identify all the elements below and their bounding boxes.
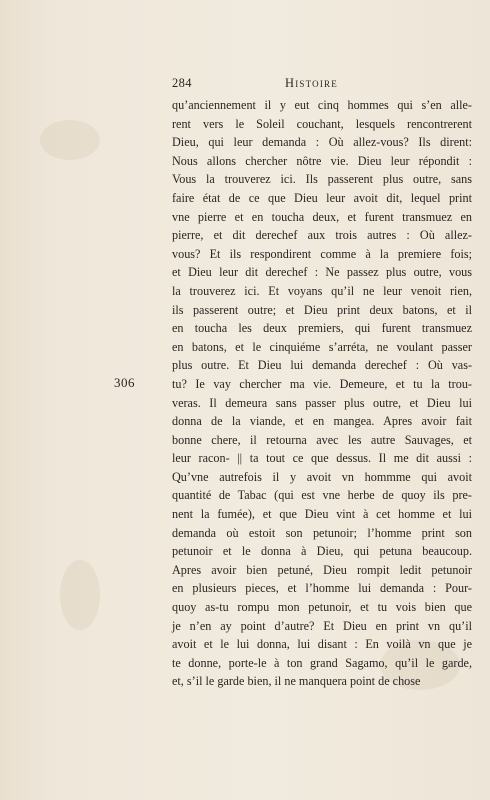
text-line: Nous allons chercher nôtre vie. Dieu leur répondit : (172, 153, 472, 168)
running-head: Histoire (285, 76, 338, 90)
text-line: demanda où estoit son petunoir; l’homme print son (172, 525, 472, 540)
text-line: je n’en ay point d’autre? Et Dieu en print vn qu’il (172, 618, 472, 633)
text-line: Vous la trouverez ici. Ils passerent plus outre, sans (172, 172, 472, 187)
body-text (172, 96, 472, 691)
text-line: petunoir et le donna à Dieu, qui petuna beaucoup. (172, 544, 472, 559)
text-line: et Dieu leur dit derechef : Ne passez plus outre, vous (172, 265, 472, 280)
text-line: te donne, porte-le à ton grand Sagamo, qu’il le garde, (172, 655, 472, 670)
text-line: et, s’il le garde bien, il ne manquera point de chose (172, 674, 421, 689)
text-line: quoy as-tu rompu mon petunoir, et tu vois bien que (172, 600, 472, 615)
text-line: vne pierre et en toucha deux, et furent transmuez en (172, 209, 472, 224)
text-line: Qu’vne autrefois il y avoit vn hommme qui avoit (172, 469, 472, 484)
text-line: rent vers le Soleil couchant, lesquels rencontrerent (172, 116, 472, 131)
text-line: vous? Et ils respondirent comme à la premiere fois; (172, 246, 472, 261)
text-line: tu? Ie vay chercher ma vie. Demeure, et tu la trou- (172, 376, 472, 391)
text-line: leur racon- || ta tout ce que dessus. Il me dit aussi : (172, 451, 472, 466)
text-line: quantité de Tabac (qui est vne herbe de quoy ils pre- (172, 488, 472, 503)
paper-stain (60, 560, 100, 630)
text-line: pierre, et dit derechef aux trois autres : Où allez- (172, 228, 472, 243)
text-line: qu’anciennement il y eut cinq hommes qui s’en alle- (172, 98, 472, 112)
text-line: Dieu, qui leur demanda : Où allez-vous? Ils dirent: (172, 135, 472, 150)
text-line: faire état de ce que Dieu leur avoit dit, lequel print (172, 190, 472, 205)
text-line: avoit et le lui donna, lui disant : En voilà vn que je (172, 637, 472, 652)
text-line: donna de la viande, et en mangea. Apres avoir fait (172, 414, 472, 429)
text-line: bonne chere, il retourna avec les autre Sauvages, et (172, 432, 472, 447)
page-header (172, 76, 472, 92)
text-line: veras. Il demeura sans passer plus outre, et Dieu lui (172, 395, 472, 410)
paper-stain (40, 120, 100, 160)
margin-page-reference: 306 (114, 375, 135, 390)
text-line: ils passerent outre; et Dieu print deux batons, et il (172, 302, 472, 317)
text-line: la trouverez ici. Et voyans qu’il ne leur venoit rien, (172, 283, 472, 298)
text-line: en plusieurs pieces, et l’homme lui demanda : Pour- (172, 581, 472, 596)
text-line: en batons, et le cinquiéme s’arréta, ne voulant passer (172, 339, 472, 354)
text-line: en toucha les deux premiers, qui furent transmuez (172, 321, 472, 336)
text-line: nent la fumée), et que Dieu vint à cet homme et lui (172, 507, 472, 522)
text-line: Apres avoir bien petuné, Dieu rompit ledit petunoir (172, 562, 472, 577)
page-number: 284 (172, 76, 192, 90)
text-line: plus outre. Et Dieu lui demanda derechef : Où vas- (172, 358, 472, 373)
